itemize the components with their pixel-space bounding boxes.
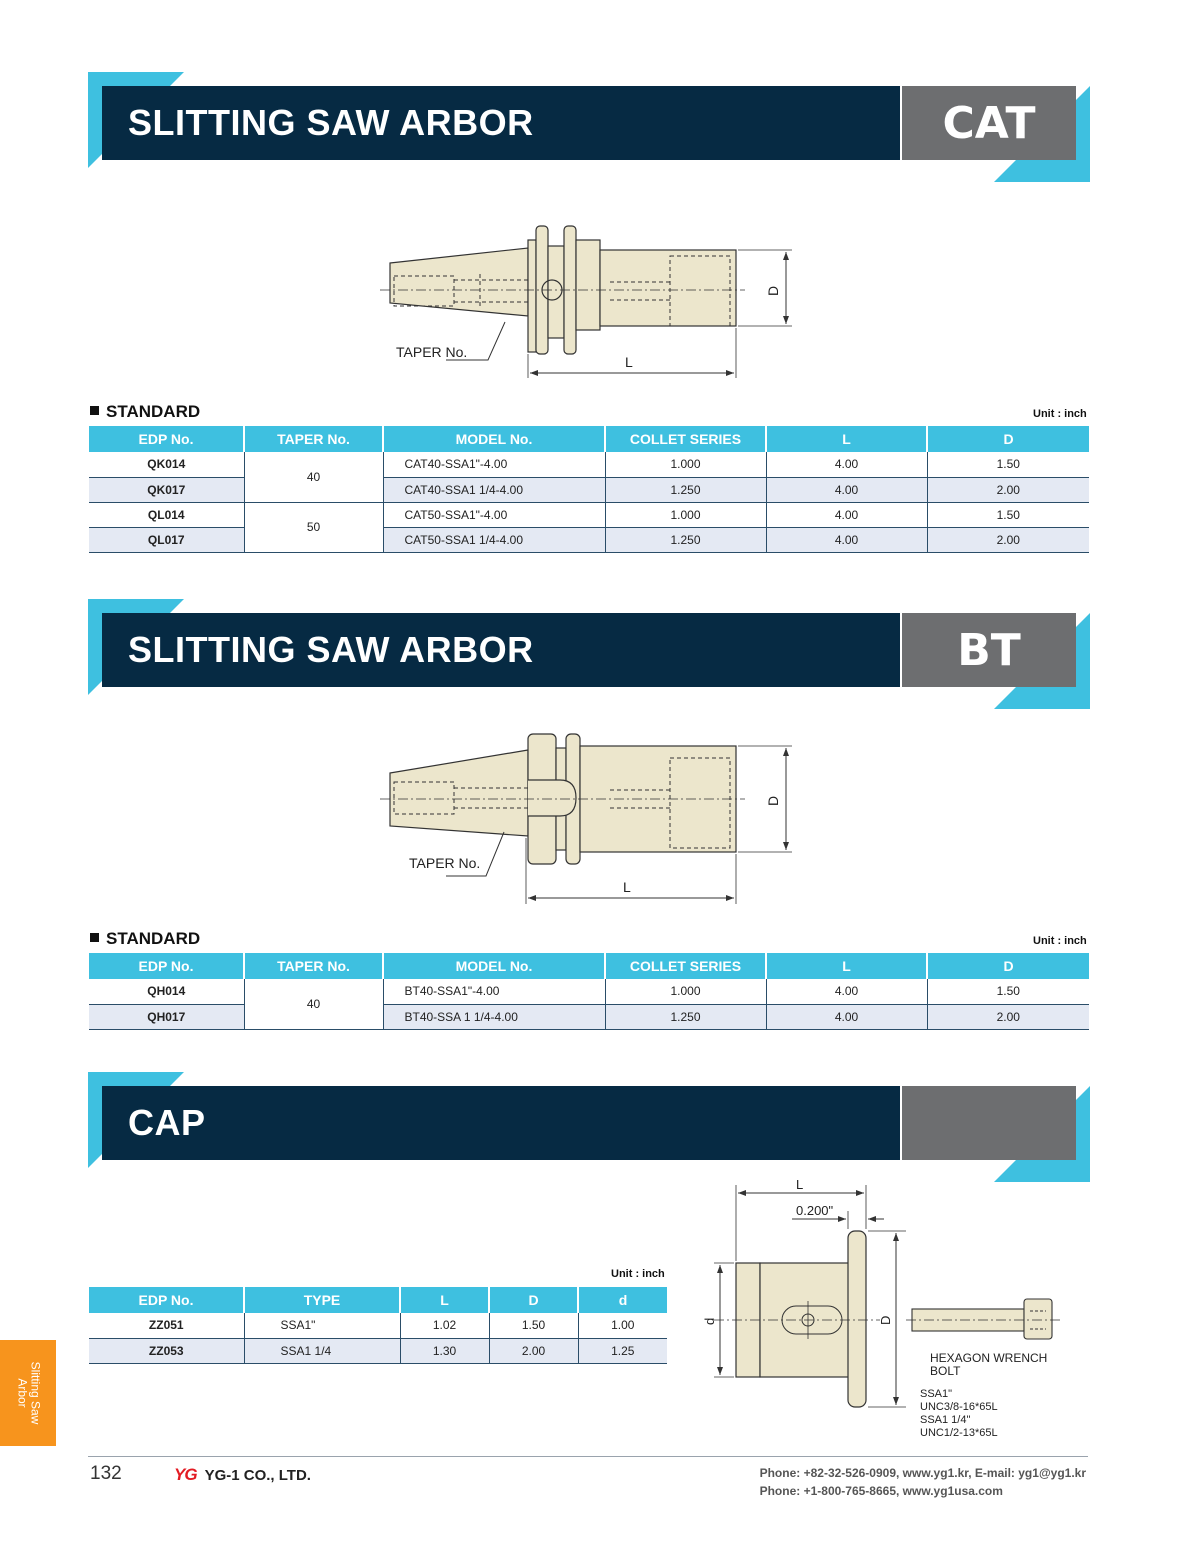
- bolt-title-2: BOLT: [930, 1364, 961, 1378]
- model-cell: BT40-SSA1"-4.00: [383, 979, 605, 1004]
- section-badge: [902, 1086, 1076, 1160]
- d-label: D: [765, 795, 781, 806]
- unit-label: Unit : inch: [611, 1268, 665, 1280]
- col-header: D: [927, 426, 1089, 452]
- type-cell: SSA1 1/4: [244, 1338, 400, 1363]
- contact-line: Phone: +1-800-765-8665, www.yg1usa.com: [759, 1484, 1003, 1498]
- bt-standard-table: [89, 953, 1089, 1030]
- d-cell: 2.00: [927, 1004, 1089, 1029]
- l-cell: 4.00: [766, 979, 927, 1004]
- section-title: SLITTING SAW ARBOR: [128, 102, 534, 143]
- table-row: [89, 1004, 1089, 1029]
- bolt-spec: SSA1": [920, 1388, 953, 1400]
- edp-cell: QL014: [89, 502, 244, 527]
- small-d-cell: 1.00: [578, 1313, 667, 1338]
- collet-cell: 1.250: [605, 527, 766, 552]
- section-title-bar: [102, 86, 900, 160]
- model-cell: CAT50-SSA1 1/4-4.00: [383, 527, 605, 552]
- cap-table: [89, 1287, 667, 1364]
- taper-cell: 40: [244, 452, 383, 502]
- page-number: 132: [90, 1463, 122, 1484]
- unit-label: Unit : inch: [1033, 935, 1087, 947]
- standard-heading: STANDARD: [90, 402, 200, 422]
- cat-arbor-drawing: [380, 218, 820, 388]
- bt-arbor-drawing: [380, 728, 820, 908]
- d-cell: 1.50: [927, 452, 1089, 477]
- model-cell: CAT50-SSA1"-4.00: [383, 502, 605, 527]
- col-header: EDP No.: [89, 426, 244, 452]
- l-cell: 4.00: [766, 502, 927, 527]
- col-header: L: [400, 1287, 489, 1313]
- collet-cell: 1.000: [605, 979, 766, 1004]
- unit-label: Unit : inch: [1033, 408, 1087, 420]
- model-cell: CAT40-SSA1 1/4-4.00: [383, 477, 605, 502]
- model-cell: BT40-SSA 1 1/4-4.00: [383, 1004, 605, 1029]
- bolt-title-1: HEXAGON WRENCH: [930, 1351, 1048, 1365]
- footer-divider: [88, 1456, 1088, 1457]
- collet-cell: 1.000: [605, 452, 766, 477]
- d-cell: 2.00: [927, 477, 1089, 502]
- small-d-cell: 1.25: [578, 1338, 667, 1363]
- small-d-label: d: [702, 1317, 717, 1325]
- side-tab-line: Arbor: [15, 1378, 30, 1408]
- section-badge: [902, 86, 1076, 160]
- table-row: [89, 452, 1089, 477]
- d-cell: 2.00: [489, 1338, 578, 1363]
- taper-cell: 50: [244, 502, 383, 552]
- col-header: d: [578, 1287, 667, 1313]
- l-cell: 1.30: [400, 1338, 489, 1363]
- cat-section-banner: [88, 72, 1090, 182]
- d-cell: 1.50: [927, 979, 1089, 1004]
- edp-cell: QH017: [89, 1004, 244, 1029]
- col-header: TAPER No.: [244, 426, 383, 452]
- edp-cell: QL017: [89, 527, 244, 552]
- col-header: MODEL No.: [383, 426, 605, 452]
- l-cell: 4.00: [766, 527, 927, 552]
- section-title-bar: [102, 613, 900, 687]
- type-cell: SSA1": [244, 1313, 400, 1338]
- section-badge: [902, 613, 1076, 687]
- edp-cell: QK014: [89, 452, 244, 477]
- cap-l-label: L: [796, 1177, 804, 1192]
- collet-cell: 1.250: [605, 477, 766, 502]
- col-header: L: [766, 426, 927, 452]
- standard-heading: STANDARD: [90, 929, 200, 949]
- section-title: CAP: [128, 1102, 206, 1143]
- table-row: [89, 1338, 667, 1363]
- taper-label: TAPER No.: [409, 855, 481, 871]
- col-header: D: [489, 1287, 578, 1313]
- logo-mark: YG: [174, 1465, 197, 1484]
- collet-cell: 1.000: [605, 502, 766, 527]
- offset-label: 0.200": [796, 1203, 834, 1218]
- table-row: [89, 527, 1089, 552]
- taper-label: TAPER No.: [396, 344, 468, 360]
- table-row: [89, 1313, 667, 1338]
- bolt-spec: UNC3/8-16*65L: [920, 1401, 998, 1413]
- d-cell: 2.00: [927, 527, 1089, 552]
- d-cell: 1.50: [927, 502, 1089, 527]
- side-tab[interactable]: [0, 1340, 56, 1446]
- edp-cell: QH014: [89, 979, 244, 1004]
- contact-line: Phone: +82-32-526-0909, www.yg1.kr, E-mail: yg1@yg1.kr: [759, 1466, 1086, 1480]
- l-label: L: [625, 354, 633, 370]
- contact-info: [760, 1464, 1086, 1500]
- company-logo: [174, 1465, 311, 1485]
- cat-standard-table: [89, 426, 1089, 553]
- collet-cell: 1.250: [605, 1004, 766, 1029]
- bolt-spec: SSA1 1/4": [920, 1414, 971, 1426]
- taper-cell: 40: [244, 979, 383, 1029]
- big-d-label: D: [878, 1315, 893, 1325]
- l-cell: 1.02: [400, 1313, 489, 1338]
- table-row: [89, 979, 1089, 1004]
- col-header: COLLET SERIES: [605, 953, 766, 979]
- col-header: TAPER No.: [244, 953, 383, 979]
- col-header: EDP No.: [89, 1287, 244, 1313]
- edp-cell: ZZ053: [89, 1338, 244, 1363]
- section-title: SLITTING SAW ARBOR: [128, 629, 534, 670]
- badge-label: CAT: [942, 97, 1036, 149]
- l-cell: 4.00: [766, 452, 927, 477]
- badge-label: BT: [957, 624, 1021, 676]
- col-header: COLLET SERIES: [605, 426, 766, 452]
- bolt-spec: UNC1/2-13*65L: [920, 1427, 998, 1439]
- edp-cell: ZZ051: [89, 1313, 244, 1338]
- l-cell: 4.00: [766, 1004, 927, 1029]
- company-name: YG-1 CO., LTD.: [204, 1466, 311, 1484]
- l-cell: 4.00: [766, 477, 927, 502]
- cap-drawing: [700, 1175, 1080, 1445]
- side-tab-line: Slitting Saw: [28, 1361, 43, 1425]
- table-row: [89, 502, 1089, 527]
- section-title-bar: [102, 1086, 900, 1160]
- table-row: [89, 477, 1089, 502]
- l-label: L: [623, 879, 631, 895]
- col-header: EDP No.: [89, 953, 244, 979]
- edp-cell: QK017: [89, 477, 244, 502]
- bt-section-banner: [88, 599, 1090, 709]
- d-label: D: [765, 285, 781, 296]
- col-header: MODEL No.: [383, 953, 605, 979]
- col-header: L: [766, 953, 927, 979]
- model-cell: CAT40-SSA1"-4.00: [383, 452, 605, 477]
- col-header: TYPE: [244, 1287, 400, 1313]
- cap-section-banner: [88, 1072, 1090, 1182]
- col-header: D: [927, 953, 1089, 979]
- d-cell: 1.50: [489, 1313, 578, 1338]
